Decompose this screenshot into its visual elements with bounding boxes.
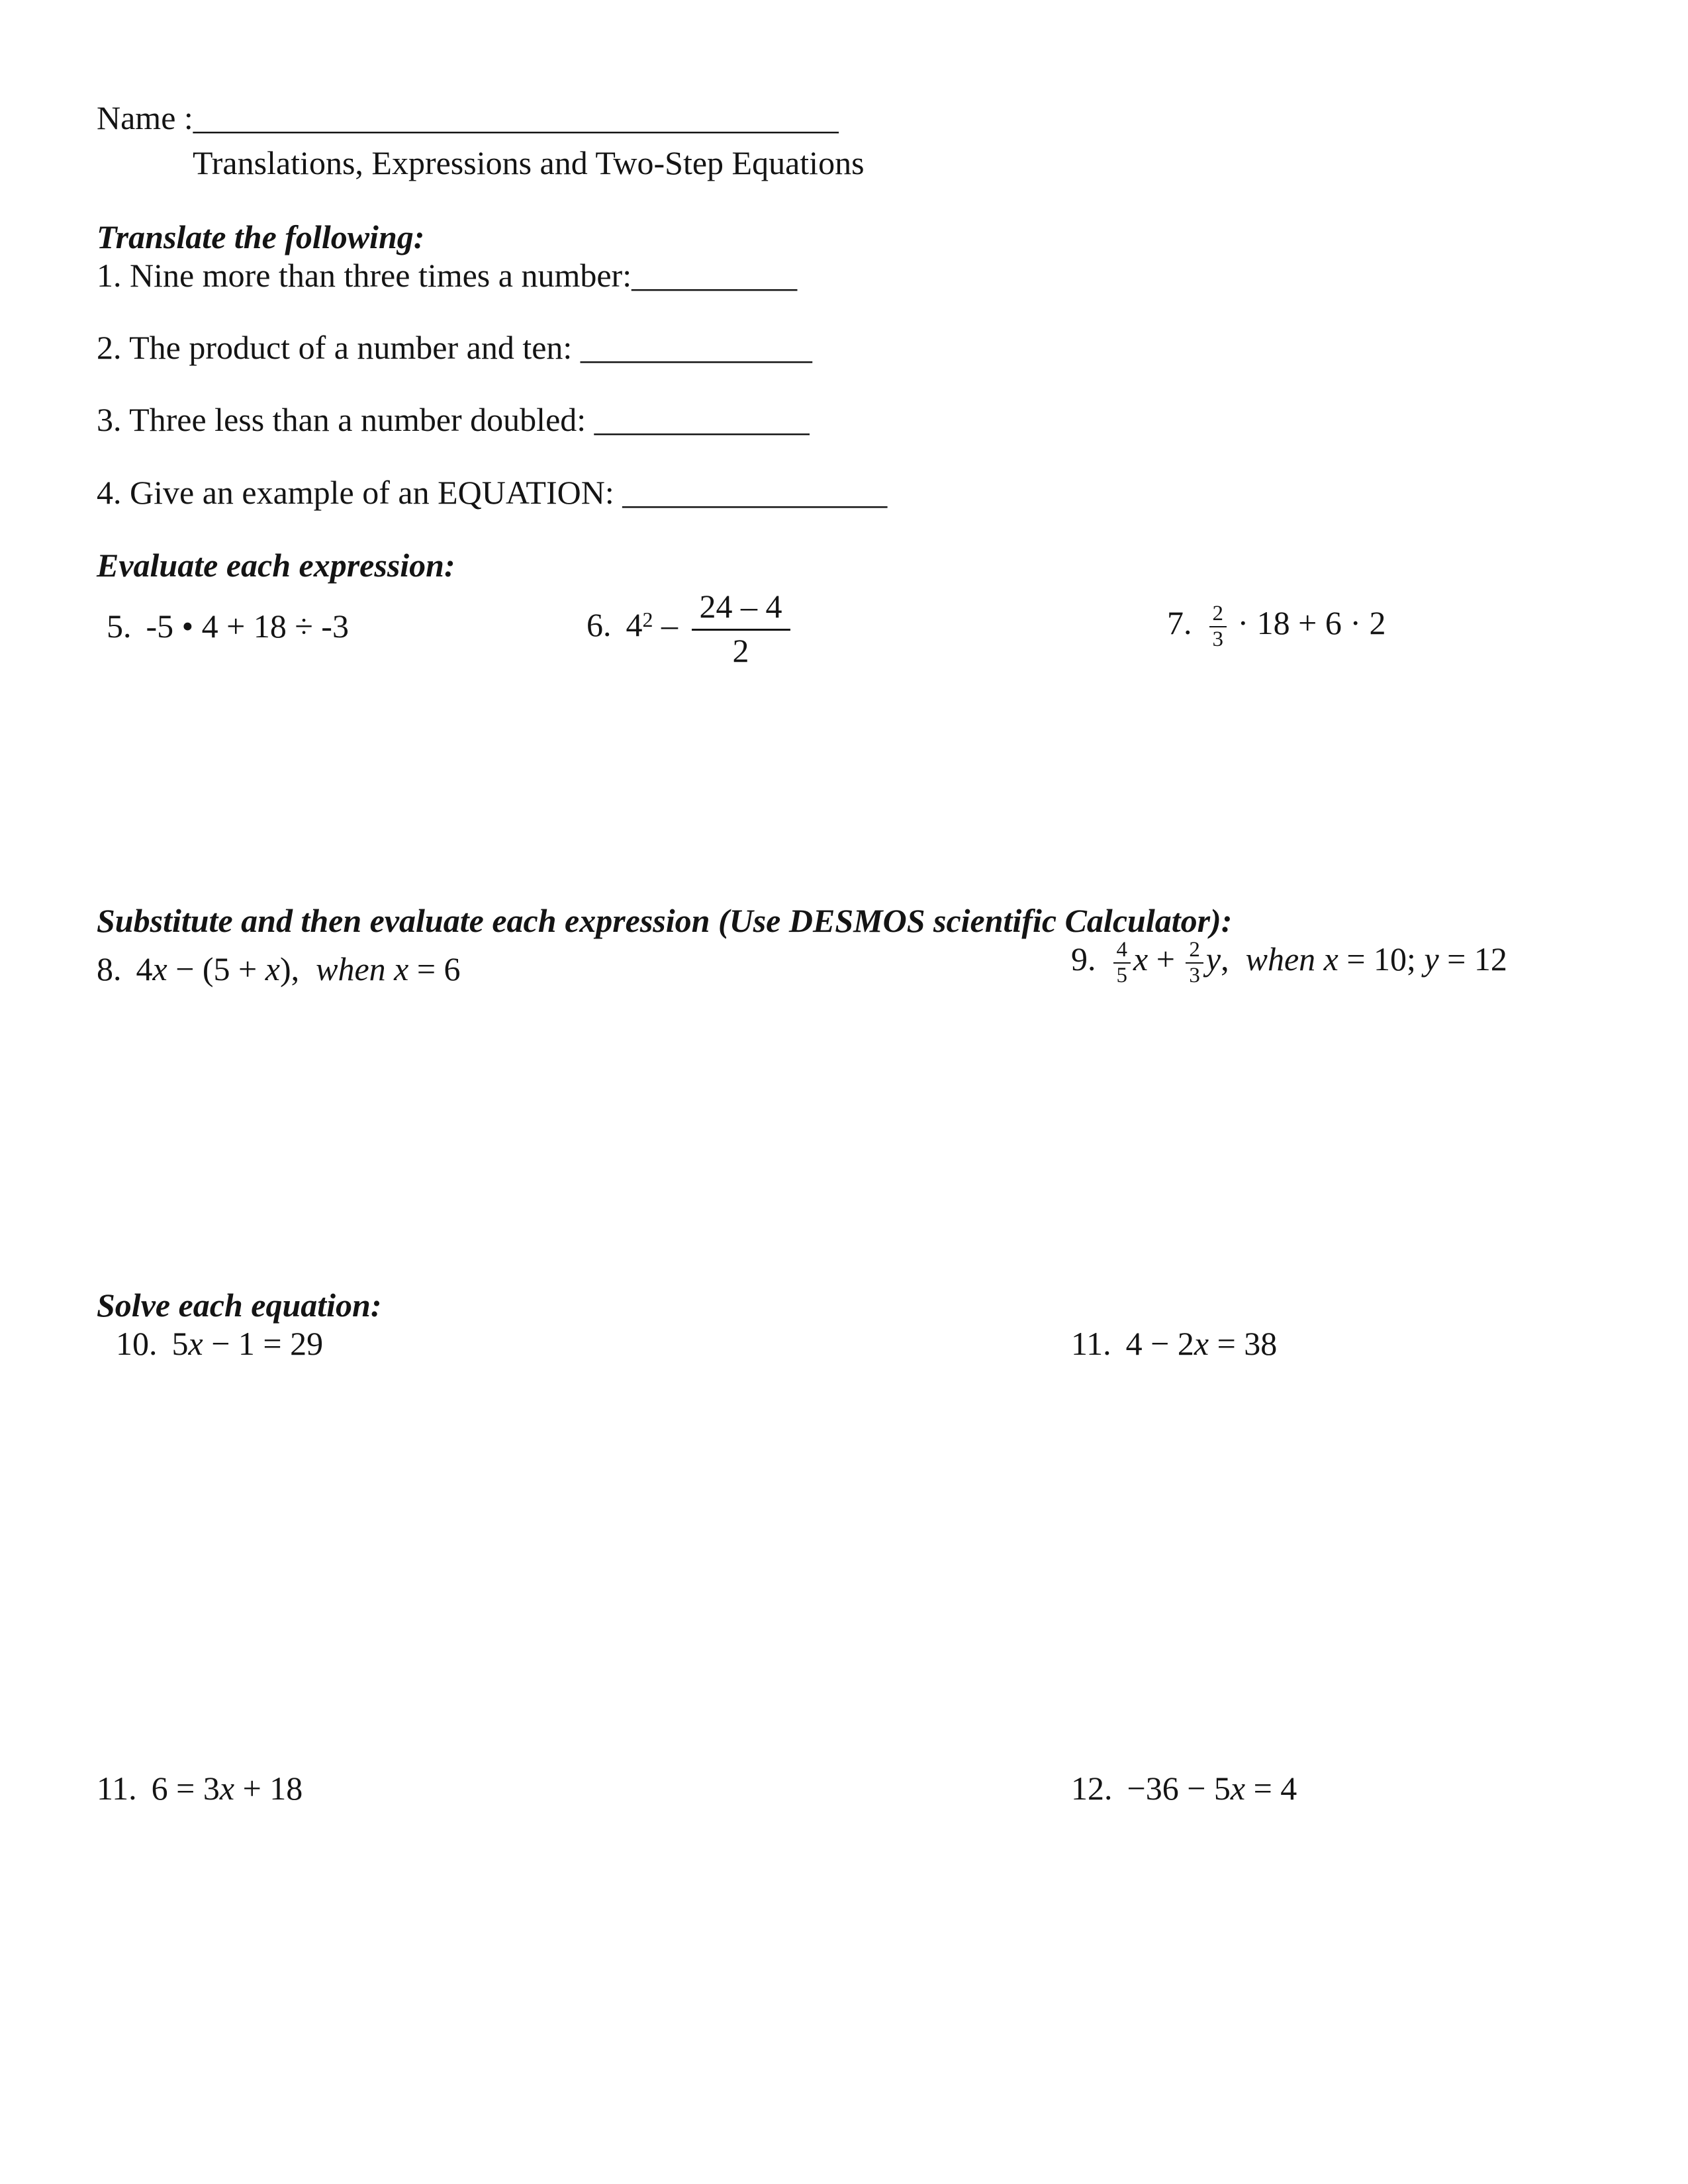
fraction-denominator: 5	[1116, 963, 1127, 987]
expression: 4x − (5 + x), when x = 6	[136, 950, 461, 987]
expression-part: x +	[1133, 940, 1184, 978]
substitute-heading: Substitute and then evaluate each expression (Use DESMOS scientific Calculator):	[97, 902, 1233, 939]
problem-number: 8.	[97, 950, 122, 987]
equation: 4 − 2x = 38	[1125, 1325, 1278, 1362]
item-blank: _____________	[594, 401, 810, 438]
operator: –	[653, 606, 686, 644]
base: 4	[626, 606, 643, 644]
expression	[626, 588, 796, 669]
problem-number: 7.	[1167, 604, 1192, 642]
fraction-numerator: 4	[1113, 938, 1131, 964]
fraction-numerator: 2	[1209, 602, 1227, 627]
problem-9	[1071, 938, 1507, 987]
name-line	[97, 99, 839, 138]
problem-number: 11.	[1071, 1325, 1111, 1362]
fraction	[1186, 938, 1203, 987]
equation: 5x − 1 = 29	[171, 1325, 324, 1362]
fraction-numerator: 24 – 4	[692, 588, 790, 631]
expression: -5 • 4 + 18 ÷ -3	[146, 608, 349, 645]
fraction-denominator: 2	[732, 631, 749, 669]
equation: −36 − 5x = 4	[1127, 1770, 1297, 1807]
item-blank: __________	[632, 257, 798, 294]
equation: 6 = 3x + 18	[151, 1770, 303, 1807]
problem-6	[586, 588, 796, 670]
fraction-denominator: 3	[1212, 627, 1223, 651]
item-label: 3. Three less than a number doubled:	[97, 401, 594, 438]
fraction	[1209, 602, 1227, 651]
problem-number: 9.	[1071, 940, 1096, 978]
problem-12	[1071, 1770, 1297, 1808]
solve-heading: Solve each equation:	[97, 1287, 382, 1324]
item-label: 4. Give an example of an EQUATION:	[97, 474, 623, 511]
evaluate-heading: Evaluate each expression:	[97, 547, 455, 584]
translate-item-4	[97, 474, 887, 512]
fraction-denominator: 3	[1189, 963, 1200, 987]
fraction	[692, 588, 790, 670]
problem-number: 6.	[586, 606, 612, 644]
item-blank: ________________	[622, 474, 888, 511]
problem-10	[116, 1325, 323, 1363]
problem-number: 11.	[97, 1770, 137, 1807]
translate-item-3	[97, 401, 810, 439]
problem-5	[107, 608, 349, 646]
problem-11	[1071, 1325, 1277, 1363]
translate-heading: Translate the following:	[97, 218, 425, 255]
problem-number: 5.	[107, 608, 132, 645]
translate-item-2	[97, 329, 812, 367]
fraction-numerator: 2	[1186, 938, 1203, 964]
exponent: 2	[642, 608, 653, 632]
name-label: Name :	[97, 99, 193, 136]
item-blank: ______________	[580, 329, 812, 366]
translate-item-1	[97, 257, 797, 295]
problem-number: 12.	[1071, 1770, 1113, 1807]
expression	[1111, 938, 1507, 987]
problem-11b	[97, 1770, 303, 1808]
page-title: Translations, Expressions and Two-Step Equations	[193, 144, 865, 181]
expression	[1207, 602, 1386, 651]
fraction	[1113, 938, 1131, 987]
name-blank: _______________________________________	[193, 99, 839, 136]
item-label: 2. The product of a number and ten:	[97, 329, 581, 366]
expression-rest: · 18 + 6 · 2	[1229, 604, 1386, 642]
problem-number: 10.	[116, 1325, 158, 1362]
expression-part: y, when x = 10; y = 12	[1205, 940, 1507, 978]
item-label: 1. Nine more than three times a number:	[97, 257, 632, 294]
problem-7	[1167, 602, 1386, 651]
problem-8	[97, 950, 461, 989]
